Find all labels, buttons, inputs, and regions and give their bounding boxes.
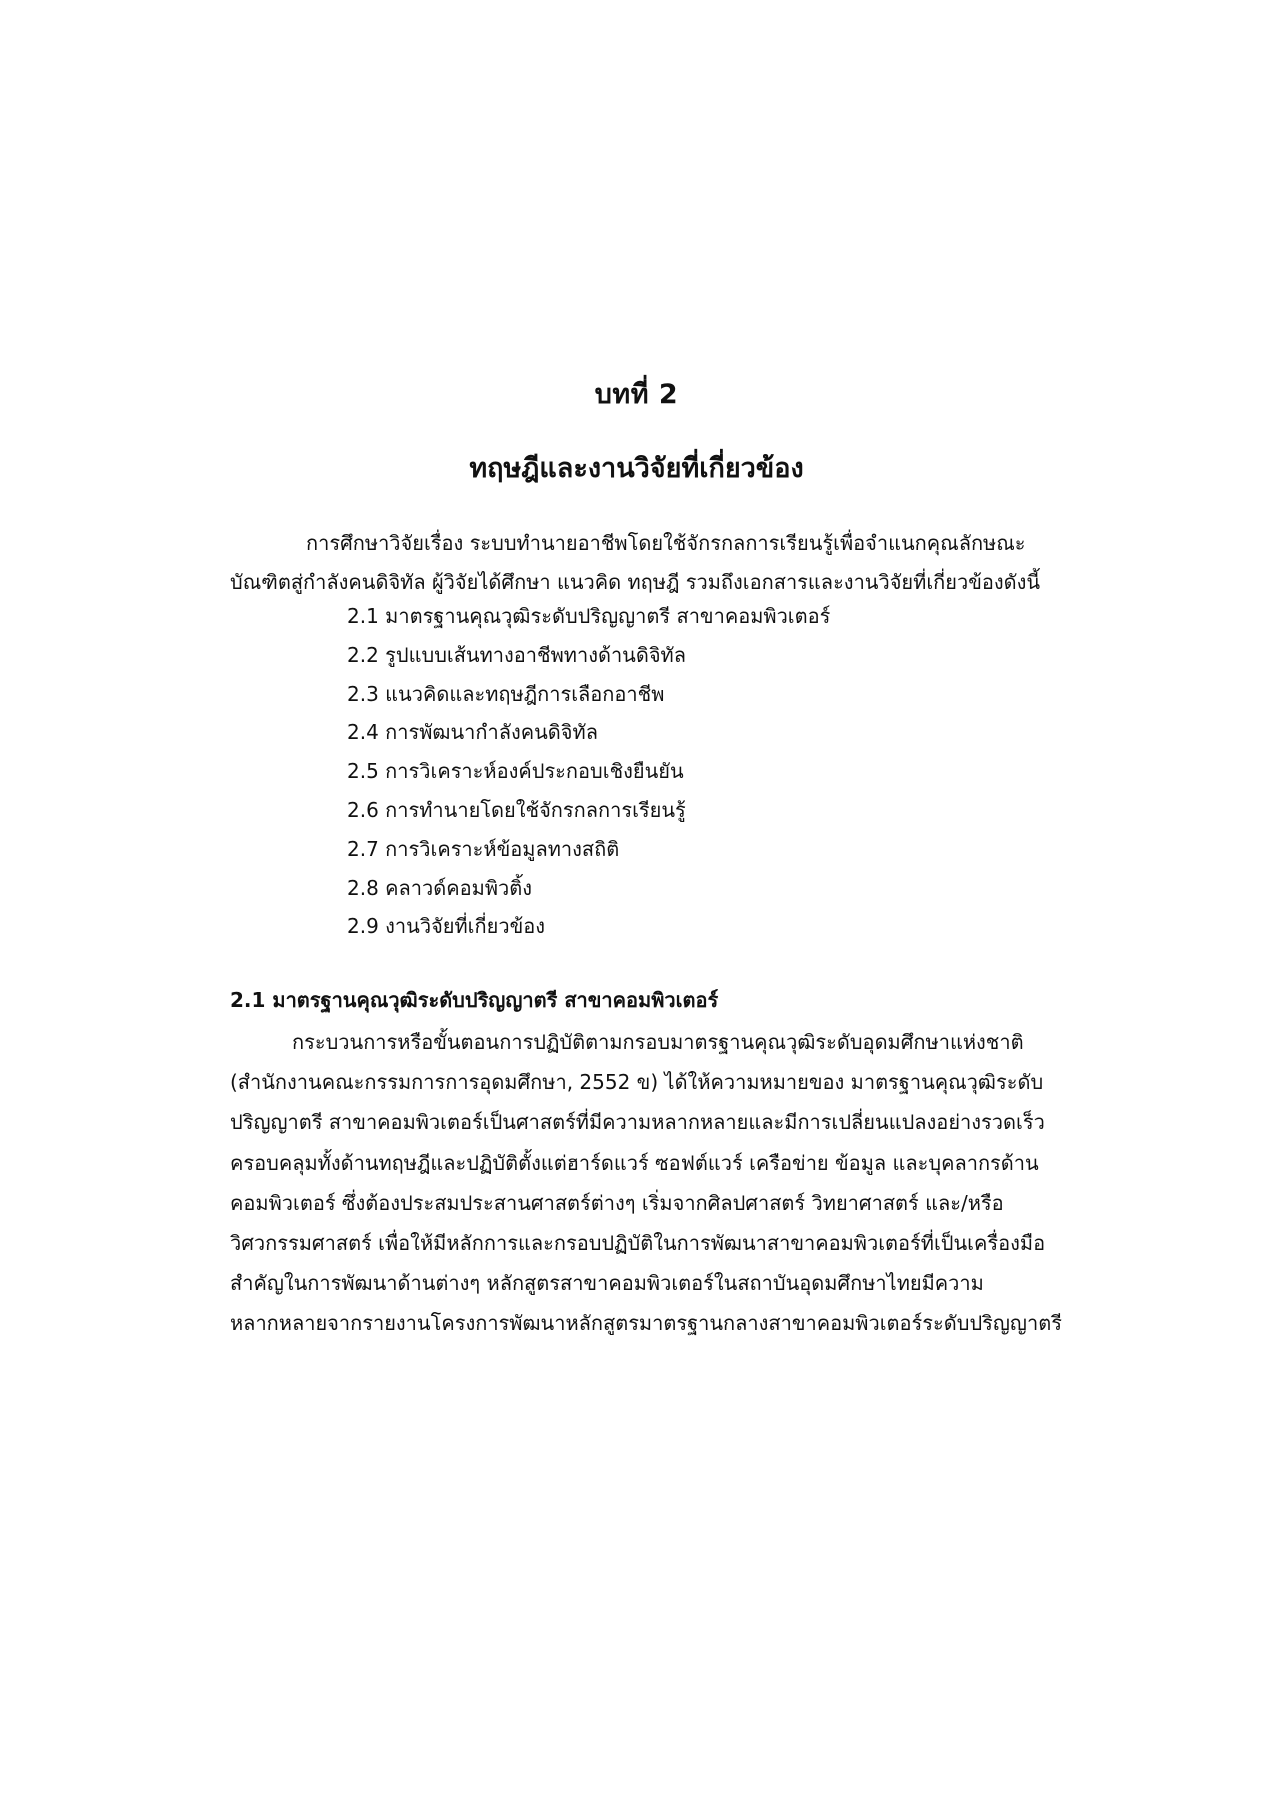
chapter-number: บทที่ 2: [594, 379, 679, 410]
intro-line: บัณฑิตสู่กำลังคนดิจิทัล ผู้วิจัยได้ศึกษา แนวคิด ทฤษฎี รวมถึงเอกสารและงานวิจัยที่เกี่ยวข้องดังนี้: [230, 570, 1041, 594]
body-line: วิศวกรรมศาสตร์ เพื่อให้มีหลักการและกรอบปฏิบัติในการพัฒนาสาขาคอมพิวเตอร์ที่เป็นเครื่องมือ: [230, 1231, 1046, 1256]
chapter-contents-list: [347, 597, 830, 946]
contents-item: 2.8 คลาวด์คอมพิวติ้ง: [347, 875, 532, 900]
body-line: ครอบคลุมทั้งด้านทฤษฎีและปฏิบัติตั้งแต่ฮาร์ดแวร์ ซอฟต์แวร์ เครือข่าย ข้อมูล และบุคลากรด้าน: [230, 1150, 1039, 1175]
contents-item: 2.5 การวิเคราะห์องค์ประกอบเชิงยืนยัน: [347, 759, 684, 784]
contents-item: 2.3 แนวคิดและทฤษฎีการเลือกอาชีพ: [347, 681, 665, 706]
contents-item: 2.1 มาตรฐานคุณวุฒิระดับปริญญาตรี สาขาคอมพิวเตอร์: [347, 604, 831, 628]
body-line: กระบวนการหรือขั้นตอนการปฏิบัติตามกรอบมาตรฐานคุณวุฒิระดับอุดมศึกษาแห่งชาติ: [292, 1030, 1024, 1054]
contents-item: 2.6 การทำนายโดยใช้จักรกลการเรียนรู้: [347, 797, 686, 822]
body-line: คอมพิวเตอร์ ซึ่งต้องประสมประสานศาสตร์ต่างๆ เริ่มจากศิลปศาสตร์ วิทยาศาสตร์ และ/หรือ: [230, 1190, 1004, 1215]
contents-item: 2.2 รูปแบบเส้นทางอาชีพทางด้านดิจิทัล: [347, 642, 686, 667]
section-body-paragraph: [230, 1022, 1120, 1344]
body-line: (สำนักงานคณะกรรมการการอุดมศึกษา, 2552 ข) ได้ให้ความหมายของ มาตรฐานคุณวุฒิระดับ: [230, 1070, 1044, 1095]
body-line: ปริญญาตรี สาขาคอมพิวเตอร์เป็นศาสตร์ที่มีความหลากหลายและมีการเปลี่ยนแปลงอย่างรวดเร็ว: [230, 1110, 1045, 1135]
section-heading: 2.1 มาตรฐานคุณวุฒิระดับปริญญาตรี สาขาคอมพิวเตอร์: [230, 988, 719, 1012]
chapter-title: ทฤษฎีและงานวิจัยที่เกี่ยวข้อง: [469, 453, 804, 484]
body-line: หลากหลายจากรายงานโครงการพัฒนาหลักสูตรมาตรฐานกลางสาขาคอมพิวเตอร์ระดับปริญญาตรี: [230, 1311, 1062, 1336]
contents-item: 2.4 การพัฒนากำลังคนดิจิทัล: [347, 720, 598, 745]
intro-line: การศึกษาวิจัยเรื่อง ระบบทำนายอาชีพโดยใช้จักรกลการเรียนรู้เพื่อจำแนกคุณลักษณะ: [306, 531, 1026, 555]
contents-item: 2.7 การวิเคราะห์ข้อมูลทางสถิติ: [347, 836, 620, 861]
body-line: สำคัญในการพัฒนาด้านต่างๆ หลักสูตรสาขาคอมพิวเตอร์ในสถาบันอุดมศึกษาไทยมีความ: [230, 1271, 984, 1296]
intro-paragraph: [230, 524, 1110, 602]
contents-item: 2.9 งานวิจัยที่เกี่ยวข้อง: [347, 914, 546, 939]
